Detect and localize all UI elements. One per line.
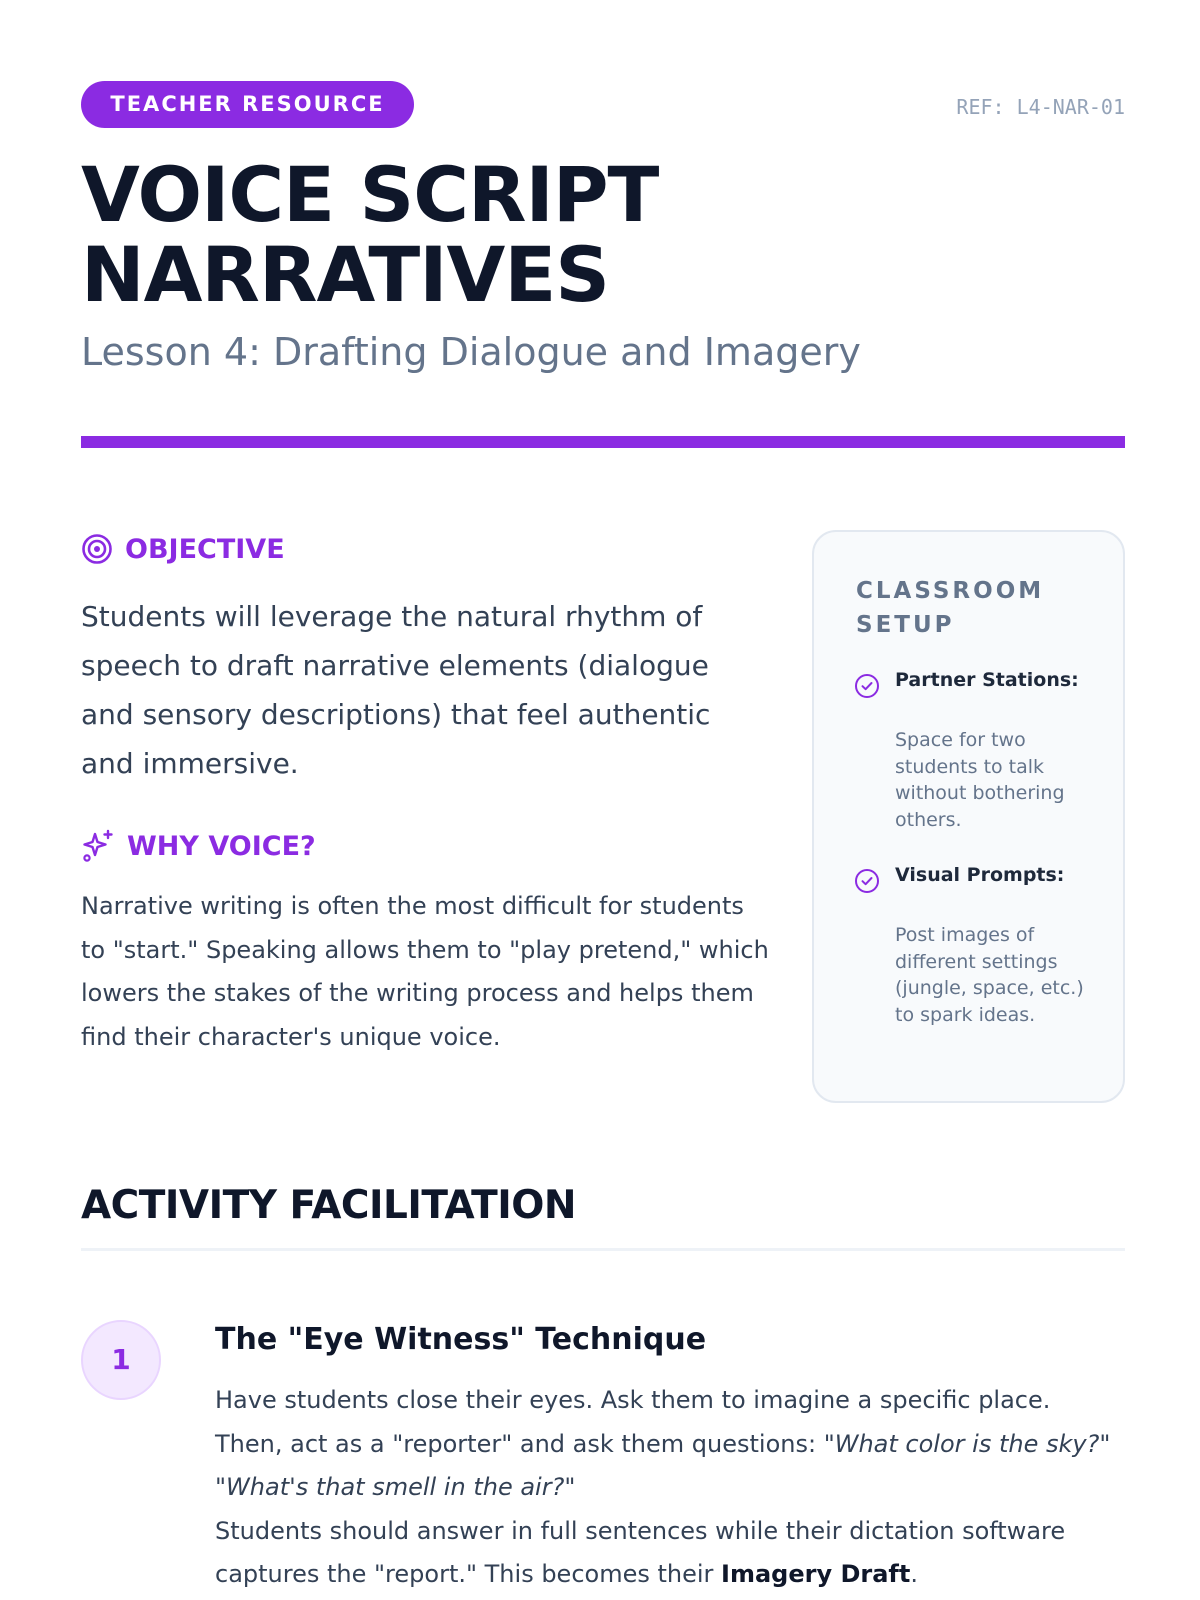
setup-item-desc: Space for two students to talk without bothering others.: [895, 729, 1065, 831]
setup-item-label: Partner Stations:: [895, 669, 1079, 691]
resource-badge: TEACHER RESOURCE: [81, 81, 414, 128]
objective-heading-label: OBJECTIVE: [125, 533, 285, 565]
target-icon: [81, 533, 113, 565]
title-line-2: NARRATIVES: [81, 230, 609, 319]
check-circle-icon: [854, 868, 880, 899]
why-voice-heading-label: WHY VOICE?: [127, 830, 316, 862]
step-example-questions: "What color is the sky?" "What's that smell in the air?": [215, 1429, 1111, 1501]
step-key-term: Imagery Draft: [721, 1560, 911, 1588]
objective-text: Students will leverage the natural rhythm of speech to draft narrative elements (dialogue and sensory descriptions) that feel authentic and immersive.: [81, 600, 711, 780]
sparkles-icon: [81, 829, 115, 863]
why-voice-heading: [81, 829, 316, 863]
lesson-subtitle: Lesson 4: Drafting Dialogue and Imagery: [81, 330, 861, 374]
header-bar: [81, 81, 1125, 128]
step-followup: Students should answer in full sentences while their dictation software captures the "report." This becomes their: [215, 1516, 1066, 1588]
section-divider: [81, 1248, 1125, 1251]
setup-item-label: Visual Prompts:: [895, 864, 1065, 886]
step-body: [215, 1379, 1125, 1597]
title-line-1: VOICE SCRIPT: [81, 150, 659, 239]
step-end-punct: .: [910, 1560, 918, 1588]
step-number-badge: 1: [81, 1320, 161, 1400]
check-circle-icon: [854, 673, 880, 704]
why-voice-text: Narrative writing is often the most difficult for students to "start." Speaking allows them to "play pretend," which lowers the stakes of the writing process and helps them find their character's unique voice.: [81, 892, 769, 1051]
classroom-setup-card: [812, 530, 1125, 1103]
reference-code: REF: L4-NAR-01: [956, 95, 1125, 119]
page-title: [81, 150, 1125, 319]
step-title: The "Eye Witness" Technique: [215, 1322, 707, 1357]
step-instructions: Have students close their eyes. Ask them to imagine a specific place. Then, act as a "reporter" and ask them questions:: [215, 1386, 1051, 1458]
accent-divider: [81, 436, 1125, 448]
activity-facilitation-heading: ACTIVITY FACILITATION: [81, 1183, 577, 1228]
setup-title: CLASSROOM SETUP: [856, 578, 1045, 638]
objective-heading: [81, 533, 285, 565]
setup-item-desc: Post images of different settings (jungle, space, etc.) to spark ideas.: [895, 924, 1084, 1026]
